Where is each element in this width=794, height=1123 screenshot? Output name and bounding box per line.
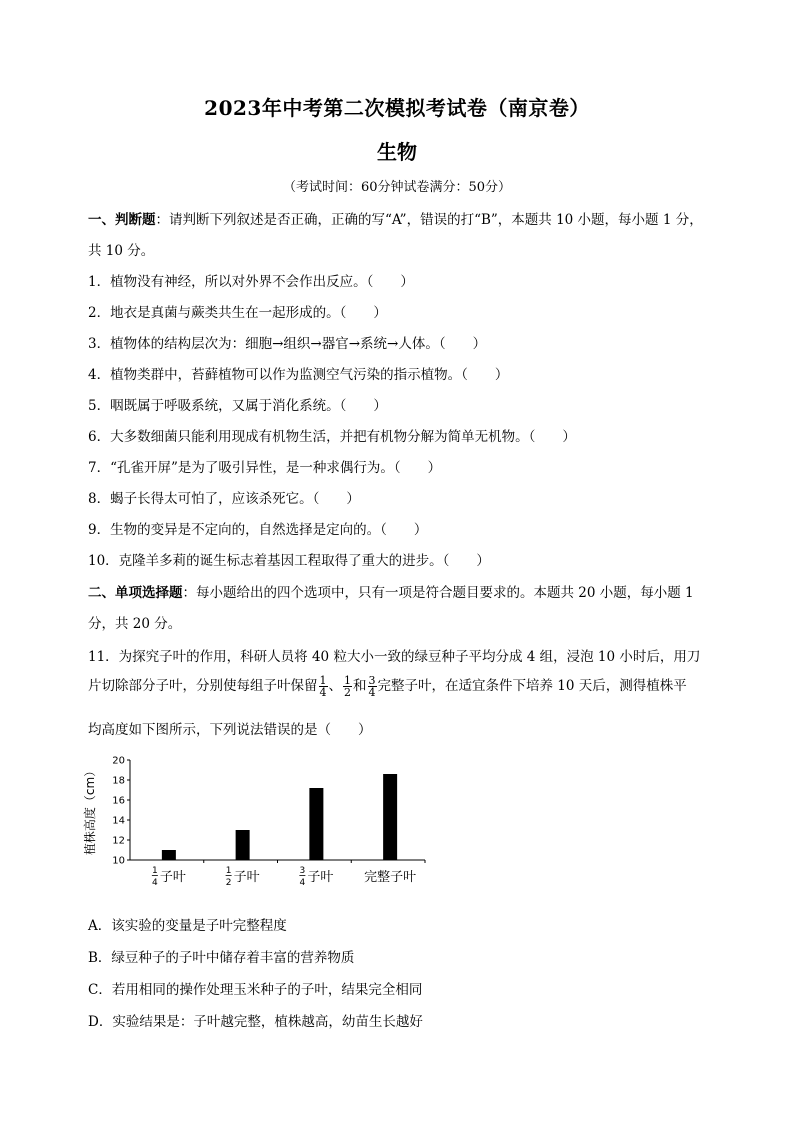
- plant-height-bar-chart: [80, 748, 440, 898]
- category-label: 子叶: [233, 870, 260, 885]
- fraction-numerator: 1: [344, 674, 351, 687]
- exam-title: 2023年中考第二次模拟考试卷（南京卷）: [204, 96, 590, 120]
- question-item: 9．生物的变异是不定向的，自然选择是定向的。（ ）: [88, 522, 428, 538]
- y-tick-label: 16: [112, 795, 125, 807]
- question-item: 10．克隆羊多莉的诞生标志着基因工程取得了重大的进步。（ ）: [88, 553, 490, 569]
- y-tick-label: 14: [112, 815, 125, 827]
- category-fraction-denominator: 2: [225, 878, 232, 888]
- category-fraction-denominator: 4: [152, 878, 158, 888]
- question11-line3: 均高度如下图所示，下列说法错误的是（ ）: [88, 722, 372, 738]
- section1-instructions-text: ：请判断下列叙述是否正确，正确的写“A”，错误的打“B”，本题共 10 小题，每小题 1 分，: [155, 212, 703, 228]
- section1-instructions-cont: 共 10 分。: [88, 243, 155, 259]
- bar: [383, 774, 397, 860]
- question-item: 4．植物类群中，苔藓植物可以作为监测空气污染的指示植物。（ ）: [88, 367, 509, 383]
- section2-label: 二、单项选择题: [88, 585, 183, 601]
- category-label: 子叶: [159, 870, 186, 885]
- question11-text: 片切除部分子叶，分别使每组子叶保留: [88, 678, 318, 694]
- fraction-three-quarters: [368, 675, 377, 698]
- option-a[interactable]: A．该实验的变量是子叶完整程度: [88, 918, 287, 934]
- conjunction: 和: [353, 678, 367, 694]
- question-item: 1．植物没有神经，所以对外界不会作出反应。（ ）: [88, 274, 414, 290]
- exam-info: （考试时间：60分钟试卷满分：50分）: [282, 180, 512, 195]
- question11-text-cont: 完整子叶，在适宜条件下培养 10 天后，测得植株平: [377, 678, 687, 694]
- bar: [236, 830, 250, 860]
- fraction-one-half: [343, 675, 352, 698]
- category-label: 子叶: [307, 870, 334, 885]
- fraction-numerator: 3: [368, 674, 376, 687]
- section2-instructions-text: ：每小题给出的四个选项中，只有一项是符合题目要求的。本题共 20 小题，每小题 1: [182, 585, 694, 601]
- question-item: 8．蝎子长得太可怕了，应该杀死它。（ ）: [88, 491, 360, 507]
- option-b[interactable]: B．绿豆种子的子叶中储存着丰富的营养物质: [88, 950, 355, 966]
- section2-instructions: [88, 581, 718, 601]
- category-fraction-numerator: 1: [225, 866, 232, 876]
- fraction-one-quarter: [319, 675, 328, 698]
- category-label: 完整子叶: [364, 870, 417, 885]
- question11-line1: 11．为探究子叶的作用，科研人员将 40 粒大小一致的绿豆种子平均分成 4 组，浸泡 10 小时后，用刀: [88, 649, 701, 665]
- question-item: 2．地衣是真菌与蕨类共生在一起形成的。（ ）: [88, 305, 387, 321]
- question11-line2: [88, 674, 718, 698]
- question-item: 6．大多数细菌只能利用现成有机物生活，并把有机物分解为简单无机物。（ ）: [88, 429, 576, 445]
- bar: [309, 788, 323, 860]
- y-tick-label: 18: [112, 775, 125, 787]
- question-item: 3．植物体的结构层次为：细胞→组织→器官→系统→人体。（ ）: [88, 336, 487, 352]
- option-d[interactable]: D．实验结果是：子叶越完整，植株越高，幼苗生长越好: [88, 1014, 423, 1030]
- fraction-denominator: 2: [344, 686, 351, 699]
- question-item: 7．“孔雀开屏”是为了吸引异性，是一种求偶行为。（ ）: [88, 460, 442, 476]
- category-fraction-numerator: 1: [152, 866, 158, 876]
- fraction-denominator: 4: [368, 686, 376, 699]
- y-tick-label: 12: [112, 835, 125, 847]
- section1-instructions: [88, 208, 718, 228]
- question-item: 5．咽既属于呼吸系统，又属于消化系统。（ ）: [88, 398, 387, 414]
- category-fraction-denominator: 4: [299, 878, 306, 888]
- separator: 、: [328, 678, 342, 694]
- option-c[interactable]: C．若用相同的操作处理玉米种子的子叶，结果完全相同: [88, 982, 423, 998]
- y-axis-label: 植株高度（cm）: [83, 764, 97, 856]
- y-tick-label: 20: [112, 755, 125, 767]
- section1-label: 一、判断题: [88, 212, 156, 228]
- subject-title: 生物: [377, 140, 417, 164]
- category-fraction-numerator: 3: [299, 866, 306, 876]
- fraction-denominator: 4: [319, 686, 327, 699]
- fraction-numerator: 1: [319, 674, 327, 687]
- section2-instructions-cont: 分，共 20 分。: [88, 616, 182, 632]
- bar: [162, 850, 176, 860]
- y-tick-label: 10: [112, 855, 125, 867]
